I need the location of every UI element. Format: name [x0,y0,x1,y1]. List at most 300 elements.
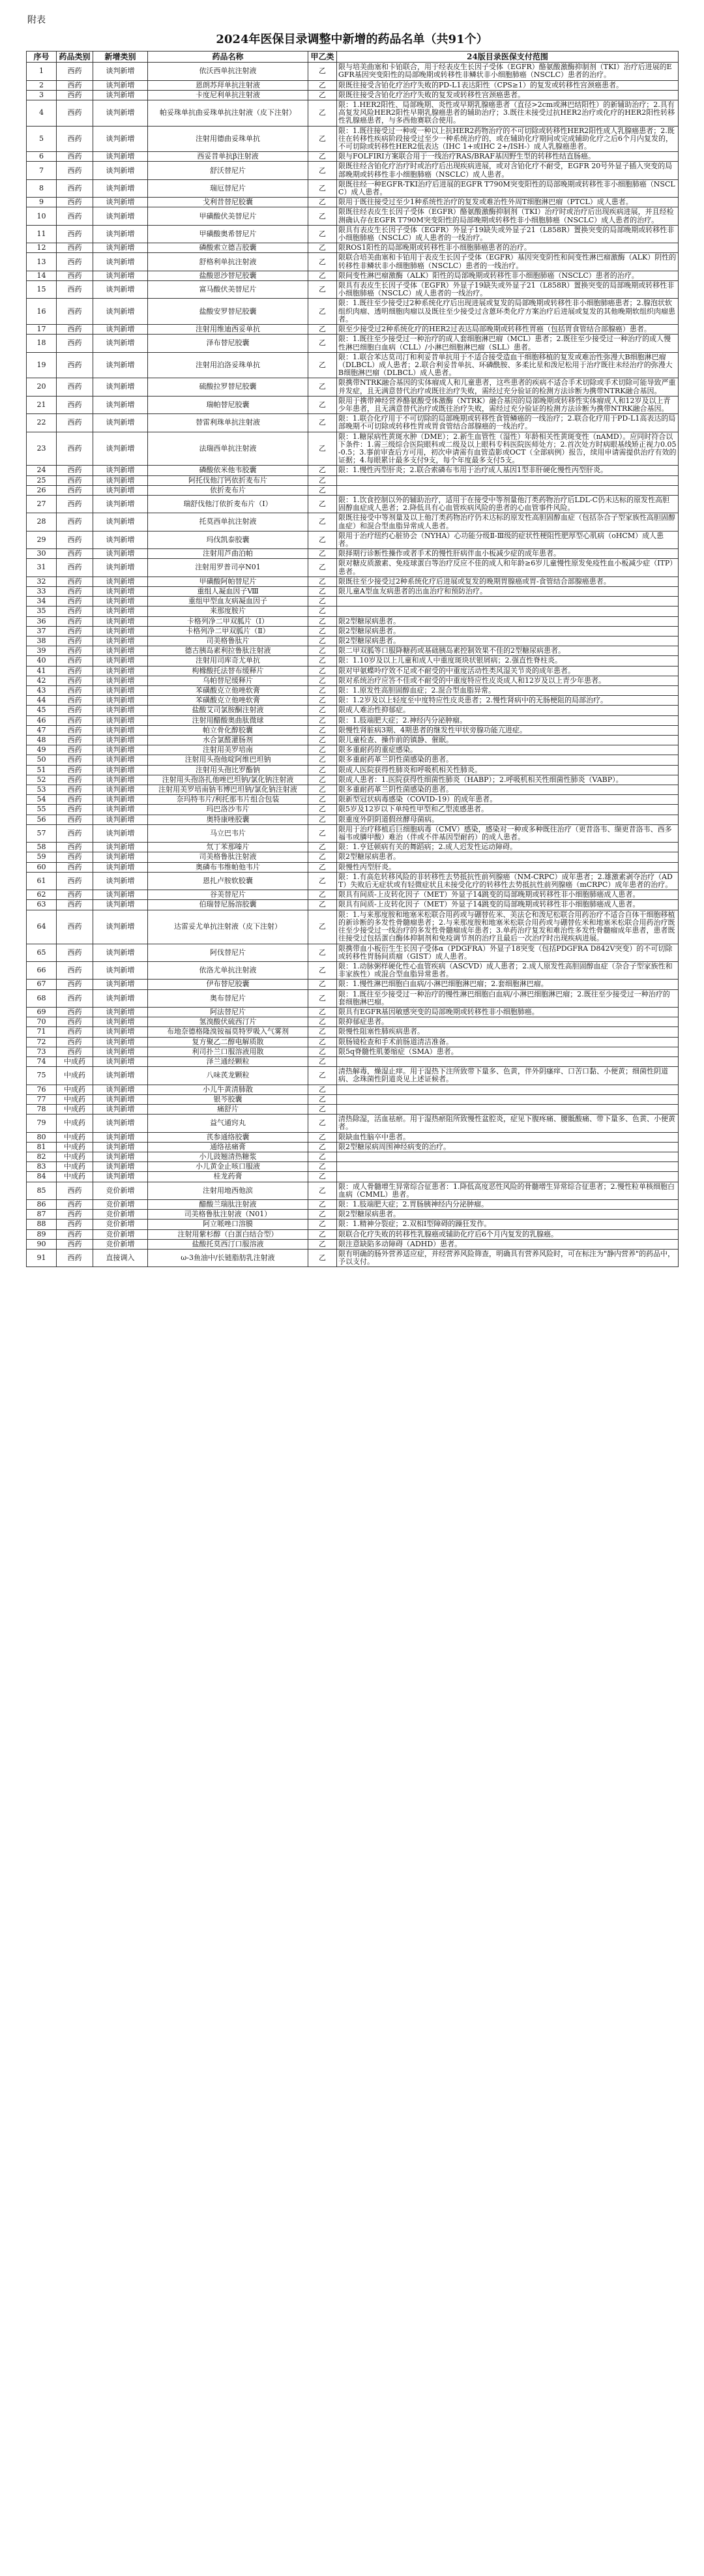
row-drug-type: 西药 [57,696,93,706]
row-payment-scope: 限既往经含铂化疗治疗时或治疗后出现疾病进展，或对含铂化疗不耐受，EGFR 20号外显子插入突变的局部晚期或转移性非小细胞肺癌（NSCLC）成人患者。 [337,162,679,179]
row-drug-name: 注射用芦曲泊帕 [148,549,308,559]
row-payment-scope [337,1152,679,1161]
row-new-category: 谈判新增 [93,862,148,872]
row-no: 79 [27,1115,57,1132]
table-row [27,531,679,548]
row-drug-name: 卡度尼利单抗注射液 [148,90,308,100]
row-payment-scope: 限：1.2岁及以上轻度至中度特应性皮炎患者；2.慢性肾病中的无肠梗阻的局部治疗。 [337,696,679,706]
drug-list-table [26,51,679,1267]
table-row [27,944,679,961]
row-drug-name: 硫酸拉罗替尼胶囊 [148,378,308,396]
row-payment-scope: 限：成人骨髓增生异常综合征患者：1.降低高度恶性风险的骨髓增生异常综合征患者；2.慢性粒单核细胞白血病（CMML）患者。 [337,1182,679,1199]
row-drug-type: 西药 [57,207,93,225]
row-drug-type: 西药 [57,432,93,466]
row-new-category: 谈判新增 [93,676,148,685]
row-class: 乙 [308,152,337,162]
row-payment-scope: 限多重耐药革兰阴性菌感染的患者。 [337,755,679,765]
row-no: 28 [27,513,57,531]
row-payment-scope: 限儿童检查、操作前的镇静、催眠。 [337,736,679,745]
row-new-category: 谈判新增 [93,100,148,127]
row-class: 乙 [308,1067,337,1085]
row-payment-scope: 限二甲双胍等口服降糖药或基础胰岛素控制效果不佳的2型糖尿病患者。 [337,646,679,656]
row-payment-scope: 限既往接受含铂化疗治疗失败的复发或转移性宫颈癌患者。 [337,90,679,100]
row-payment-scope: 限：1.与来那度胺和地塞米松联合用药或与硼替佐米、美法仑和泼尼松联合用药治疗不适合自体干细胞移植的新诊断的多发性骨髓瘤患者；2.与来那度胺和地塞米松联合用药或与硼替佐米和地塞米松联合用药治疗既往至少接受过一线治疗的多发性骨髓瘤成年患者；3.单药治疗复发和难治性多发性骨髓瘤成年患者，患者既往接受过包括蛋白酶体抑制剂和免疫调节剂的治疗且最后一次治疗时出现疾病进展。 [337,910,679,944]
row-drug-name: 注射用头孢洛扎他唑巴坦钠/氯化钠注射液 [148,775,308,785]
row-drug-name: 富马酸伏美替尼片 [148,281,308,299]
row-class: 乙 [308,765,337,775]
row-new-category: 谈判新增 [93,253,148,271]
row-no: 21 [27,396,57,413]
row-new-category: 谈判新增 [93,198,148,207]
table-row [27,100,679,127]
table-row [27,325,679,335]
row-payment-scope [337,1104,679,1114]
row-new-category: 谈判新增 [93,325,148,335]
row-no: 32 [27,577,57,586]
row-no: 56 [27,815,57,824]
row-new-category: 谈判新增 [93,549,148,559]
table-row [27,586,679,596]
row-new-category: 谈判新增 [93,745,148,755]
row-class: 乙 [308,1037,337,1047]
row-new-category: 谈判新增 [93,785,148,795]
row-new-category: 谈判新增 [93,980,148,989]
row-new-category: 竞价新增 [93,1239,148,1249]
row-class: 乙 [308,775,337,785]
row-no: 45 [27,706,57,715]
row-drug-type: 西药 [57,725,93,735]
row-drug-name: 重组人凝血因子Ⅷ [148,586,308,596]
row-drug-type: 西药 [57,795,93,805]
row-drug-type: 西药 [57,715,93,725]
row-no: 13 [27,253,57,271]
row-class: 乙 [308,637,337,646]
row-no: 42 [27,676,57,685]
row-no: 35 [27,607,57,616]
row-payment-scope [337,1162,679,1172]
row-drug-name: 利司扑兰口服溶液用散 [148,1047,308,1056]
row-new-category: 谈判新增 [93,1037,148,1047]
row-class: 乙 [308,243,337,253]
table-row [27,1152,679,1161]
row-new-category: 谈判新增 [93,989,148,1007]
table-row [27,646,679,656]
row-class: 乙 [308,597,337,607]
header-new-category: 新增类别 [93,52,148,63]
row-new-category: 谈判新增 [93,597,148,607]
row-drug-type: 西药 [57,485,93,495]
row-class: 乙 [308,626,337,636]
row-new-category: 谈判新增 [93,1017,148,1027]
row-payment-scope [337,475,679,485]
row-no: 48 [27,736,57,745]
table-row [27,198,679,207]
row-no: 24 [27,466,57,475]
row-no: 20 [27,378,57,396]
row-drug-name: 盐酸安罗替尼胶囊 [148,299,308,325]
row-drug-type: 西药 [57,944,93,961]
table-row [27,253,679,271]
table-row [27,396,679,413]
row-no: 52 [27,775,57,785]
table-row [27,1132,679,1142]
row-class: 乙 [308,1027,337,1037]
row-drug-type: 西药 [57,890,93,900]
row-payment-scope: 限联合化疗失败的转移性乳腺癌或辅助化疗后6个月内复发的乳腺癌。 [337,1229,679,1239]
table-row [27,900,679,910]
row-drug-name: 注射用头孢比罗酯钠 [148,765,308,775]
row-class: 乙 [308,179,337,197]
row-drug-name: 奥布替尼片 [148,989,308,1007]
row-drug-type: 西药 [57,90,93,100]
row-class: 乙 [308,1007,337,1017]
row-payment-scope: 限对糖皮质激素、免疫球蛋白等治疗反应不佳的成人和年龄≥6岁儿童慢性原发免疫性血小板减少症（ITP）患者。 [337,559,679,577]
row-no: 27 [27,495,57,513]
row-new-category: 谈判新增 [93,513,148,531]
row-drug-type: 西药 [57,900,93,910]
table-row [27,1182,679,1199]
table-row [27,1199,679,1209]
row-no: 8 [27,179,57,197]
row-drug-name: 磷酸索立德吉胶囊 [148,243,308,253]
table-row [27,1007,679,1017]
row-drug-name: 甲磺酸阿帕替尼片 [148,577,308,586]
row-no: 31 [27,559,57,577]
row-payment-scope: 限具有表皮生长因子受体（EGFR）外显子19缺失或外显子21（L858R）置换突变的局部晚期或转移性非小细胞肺癌（NSCLC）成人患者的一线治疗。 [337,225,679,243]
row-drug-type: 西药 [57,765,93,775]
table-row [27,980,679,989]
row-no: 75 [27,1067,57,1085]
row-new-category: 谈判新增 [93,531,148,548]
row-new-category: 直接调入 [93,1250,148,1267]
table-row [27,243,679,253]
row-drug-name: 八味芪龙颗粒 [148,1067,308,1085]
row-class: 乙 [308,559,337,577]
table-row [27,666,679,676]
row-new-category: 谈判新增 [93,299,148,325]
row-new-category: 谈判新增 [93,559,148,577]
row-drug-name: 注射用地西他滨 [148,1182,308,1199]
row-class: 乙 [308,944,337,961]
row-new-category: 谈判新增 [93,607,148,616]
row-payment-scope: 限2型糖尿病患者。 [337,616,679,626]
row-drug-name: 益气通窍丸 [148,1115,308,1132]
row-no: 22 [27,414,57,432]
row-class: 乙 [308,1094,337,1104]
row-no: 77 [27,1094,57,1104]
row-drug-name: 瑞厄替尼片 [148,179,308,197]
row-drug-type: 西药 [57,162,93,179]
row-payment-scope: 限儿童A型血友病患者的出血治疗和预防治疗。 [337,586,679,596]
row-new-category: 谈判新增 [93,1172,148,1182]
row-payment-scope: 限2型糖尿病患者。 [337,1210,679,1220]
table-row [27,736,679,745]
row-class: 乙 [308,352,337,378]
row-drug-name: 托莫西单抗注射液 [148,513,308,531]
table-row [27,616,679,626]
row-payment-scope: 限：1.有高危转移风险的非转移性去势抵抗性前列腺癌（NM-CRPC）成年患者；2.雄激素剥夺治疗（ADT）失败后无症状或有轻微症状且未接受化疗的转移性去势抵抗性前列腺癌（mCRPC）成年患者的治疗。 [337,872,679,890]
row-drug-name: 盐酸托莫西汀口服溶液 [148,1239,308,1249]
row-no: 5 [27,126,57,152]
row-no: 70 [27,1017,57,1027]
table-row [27,1239,679,1249]
row-drug-name: 替雷利珠单抗注射液 [148,414,308,432]
row-drug-type: 西药 [57,1027,93,1037]
row-drug-type: 西药 [57,152,93,162]
row-drug-name: 舒沃替尼片 [148,162,308,179]
row-drug-name: 谷美替尼片 [148,890,308,900]
row-drug-type: 西药 [57,126,93,152]
row-class: 乙 [308,706,337,715]
row-no: 62 [27,890,57,900]
row-no: 10 [27,207,57,225]
row-new-category: 谈判新增 [93,824,148,842]
table-row [27,485,679,495]
row-payment-scope: 限有明确的肠外营养适应症，并经营养风险筛查，明确具有营养风险时，可在标注为"静内营养"的药品中，予以支付。 [337,1250,679,1267]
header-drug-name: 药品名称 [148,52,308,63]
row-class: 乙 [308,63,337,80]
row-drug-type: 西药 [57,1210,93,1220]
row-no: 39 [27,646,57,656]
row-payment-scope: 限2型糖尿病患者。 [337,852,679,862]
row-class: 乙 [308,495,337,513]
row-payment-scope: 限多重耐药的重症感染。 [337,745,679,755]
row-class: 乙 [308,198,337,207]
row-drug-type: 西药 [57,586,93,596]
row-drug-type: 中成药 [57,1162,93,1172]
row-drug-type: 西药 [57,910,93,944]
row-drug-name: 奥磷布韦维帕他韦片 [148,862,308,872]
row-new-category: 谈判新增 [93,1162,148,1172]
table-row [27,549,679,559]
row-new-category: 谈判新增 [93,271,148,280]
row-drug-name: 注射用司库奇尤单抗 [148,656,308,666]
row-drug-type: 中成药 [57,1085,93,1094]
table-row [27,63,679,80]
row-new-category: 谈判新增 [93,126,148,152]
row-drug-type: 西药 [57,843,93,852]
row-drug-name: 帕立骨化醇胶囊 [148,725,308,735]
header-no: 序号 [27,52,57,63]
row-new-category: 谈判新增 [93,432,148,466]
row-no: 25 [27,475,57,485]
row-drug-type: 西药 [57,745,93,755]
row-no: 74 [27,1056,57,1066]
row-drug-name: 恩朗苏拜单抗注射液 [148,80,308,90]
row-class: 乙 [308,207,337,225]
row-class: 乙 [308,900,337,910]
table-row [27,495,679,513]
row-drug-name: 达雷妥尤单抗注射液（皮下注射） [148,910,308,944]
row-drug-type: 西药 [57,414,93,432]
row-new-category: 谈判新增 [93,80,148,90]
row-no: 66 [27,961,57,979]
row-no: 38 [27,637,57,646]
row-drug-type: 西药 [57,198,93,207]
row-drug-type: 西药 [57,531,93,548]
row-drug-type: 西药 [57,577,93,586]
row-new-category: 竞价新增 [93,1229,148,1239]
row-payment-scope: 限具有表皮生长因子受体（EGFR）外显子19缺失或外显子21（L858R）置换突变的局部晚期或转移性非小细胞肺癌（NSCLC）成人患者的一线治疗。 [337,281,679,299]
row-payment-scope: 限：1.既往至少接受过一种治疗的成人套细胞淋巴瘤（MCL）患者；2.既往至少接受过一种治疗的成人慢性淋巴细胞白血病（CLL）/小淋巴细胞淋巴瘤（SLL）患者。 [337,335,679,352]
row-no: 72 [27,1037,57,1047]
row-new-category: 谈判新增 [93,715,148,725]
row-drug-name: 注射用美罗培南钠韦博巴坦钠/氯化钠注射液 [148,785,308,795]
row-drug-name: 注射用紫杉醇（白蛋白结合型） [148,1229,308,1239]
row-class: 乙 [308,80,337,90]
row-drug-type: 西药 [57,1239,93,1249]
row-payment-scope: 限用于治疗移植后巨细胞病毒（CMV）感染，感染对一种或多种既往治疗（更昔洛韦、缬更昔洛韦、西多福韦或膦甲酸）难治（伴或不伴基因型耐药）的成人患者。 [337,824,679,842]
row-class: 乙 [308,513,337,531]
row-drug-name: 阿法替尼片 [148,1007,308,1017]
table-row [27,1017,679,1027]
row-class: 乙 [308,577,337,586]
header-payment-scope: 24版目录医保支付范围 [337,52,679,63]
row-drug-name: 阿伐替尼片 [148,944,308,961]
row-drug-type: 西药 [57,225,93,243]
row-class: 乙 [308,100,337,127]
row-payment-scope: 限：1.糖尿病性黄斑水肿（DME）；2.新生血管性（湿性）年龄相关性黄斑变性（nAMD）。应同时符合以下条件：1.需三级综合医院眼科或二级及以上眼科专科医院医师处方；2.首次处方时病眼基线矫正视力0.05-0.5；3.事前审查后方可用，初次申请需有血管造影或OCT（全部病例）报告，续用申请需提供治疗有效的证据；4.每眼累计最多支付9支，每个年度最多支付5支。 [337,432,679,466]
row-drug-type: 中成药 [57,1067,93,1085]
table-row [27,432,679,466]
row-class: 乙 [308,910,337,944]
table-row [27,805,679,815]
row-no: 11 [27,225,57,243]
row-drug-type: 西药 [57,335,93,352]
row-new-category: 谈判新增 [93,1056,148,1066]
row-drug-type: 西药 [57,656,93,666]
row-drug-name: 甲磺酸奥希替尼片 [148,225,308,243]
row-drug-name: 注射用泊洛妥珠单抗 [148,352,308,378]
row-payment-scope: 限：1.HER2阳性、局部晚期、炎性或早期乳腺癌患者（直径>2cm或淋巴结阳性）的新辅助治疗；2.具有高复发风险HER2阳性早期乳腺癌患者的辅助治疗；3.既往未接受过抗HER2治疗或化疗的HER2阳性转移性乳腺癌患者，与多西他赛联合使用。 [337,100,679,127]
row-new-category: 谈判新增 [93,378,148,396]
row-no: 47 [27,725,57,735]
row-payment-scope [337,597,679,607]
row-no: 50 [27,755,57,765]
row-class: 乙 [308,90,337,100]
row-class: 乙 [308,686,337,696]
row-new-category: 竞价新增 [93,1199,148,1209]
table-row [27,466,679,475]
row-payment-scope: 限成人患者：1.医院获得性细菌性肺炎（HABP）；2.呼吸机相关性细菌性肺炎（VABP）。 [337,775,679,785]
row-no: 65 [27,944,57,961]
row-payment-scope: 限与FOLFIRI方案联合用于一线治疗RAS/BRAF基因野生型的转移性结直肠癌。 [337,152,679,162]
row-class: 乙 [308,890,337,900]
row-no: 67 [27,980,57,989]
row-new-category: 谈判新增 [93,900,148,910]
row-drug-name: 戈利昔替尼胶囊 [148,198,308,207]
row-no: 49 [27,745,57,755]
table-row [27,745,679,755]
row-payment-scope: 限：1.慢性淋巴细胞白血病/小淋巴细胞淋巴瘤；2.套细胞淋巴瘤。 [337,980,679,989]
row-drug-name: 恩扎卢胺软胶囊 [148,872,308,890]
row-new-category: 谈判新增 [93,1047,148,1056]
row-payment-scope: 限：1.肢端肥大症；2.神经内分泌肿瘤。 [337,715,679,725]
table-row [27,755,679,765]
table-row [27,152,679,162]
row-class: 乙 [308,475,337,485]
row-drug-type: 西药 [57,785,93,795]
row-class: 乙 [308,1172,337,1182]
row-class: 乙 [308,852,337,862]
row-drug-name: 通络祛痛膏 [148,1142,308,1152]
row-no: 89 [27,1229,57,1239]
row-drug-name: 法瑞西单抗注射液 [148,432,308,466]
row-class: 乙 [308,656,337,666]
row-new-category: 谈判新增 [93,281,148,299]
table-row [27,162,679,179]
row-new-category: 谈判新增 [93,686,148,696]
row-no: 26 [27,485,57,495]
row-new-category: 谈判新增 [93,90,148,100]
row-no: 29 [27,531,57,548]
table-row [27,765,679,775]
row-drug-type: 西药 [57,676,93,685]
table-row [27,1172,679,1182]
table-row [27,989,679,1007]
row-new-category: 谈判新增 [93,961,148,979]
row-new-category: 谈判新增 [93,243,148,253]
row-drug-name: 氢溴酸伏硫西汀片 [148,1017,308,1027]
row-no: 83 [27,1162,57,1172]
row-drug-name: 德古胰岛素利拉鲁肽注射液 [148,646,308,656]
row-drug-name: 瑞舒伐他汀依折麦布片（I） [148,495,308,513]
row-payment-scope: 限2型糖尿病周围神经病变的治疗。 [337,1142,679,1152]
row-new-category: 谈判新增 [93,495,148,513]
document-title: 2024年医保目录调整中新增的药品名单（共91个） [216,33,488,46]
row-drug-name: 司美格鲁肽注射液 [148,852,308,862]
row-new-category: 谈判新增 [93,586,148,596]
row-class: 乙 [308,1085,337,1094]
row-drug-name: 桂龙药膏 [148,1172,308,1182]
row-drug-name: 复方聚乙二醇电解质散 [148,1037,308,1047]
row-drug-type: 西药 [57,961,93,979]
row-payment-scope: 限缺血性脑卒中患者。 [337,1132,679,1142]
row-drug-name: 玛伐凯泰胶囊 [148,531,308,548]
row-payment-scope: 限慢性肾脏病3期、4期患者的继发性甲状旁腺功能亢进症。 [337,725,679,735]
row-class: 乙 [308,225,337,243]
row-class: 乙 [308,1115,337,1132]
row-class: 乙 [308,805,337,815]
row-payment-scope: 限至少接受过2种系统化疗的HER2过表达局部晚期或转移性胃癌（包括胃食管结合部腺癌）患者。 [337,325,679,335]
row-new-category: 谈判新增 [93,396,148,413]
row-drug-type: 西药 [57,243,93,253]
row-payment-scope: 限多重耐药革兰阴性菌感染的患者。 [337,785,679,795]
row-drug-name: 注射用德曲妥珠单抗 [148,126,308,152]
row-drug-type: 西药 [57,815,93,824]
row-drug-type: 西药 [57,597,93,607]
table-row [27,862,679,872]
row-payment-scope: 限：1.联合化疗用于不可切除的局部晚期或转移性食管鳞癌的一线治疗；2.联合化疗用于PD-L1高表达的局部晚期不可切除或转移性胃或胃食管结合部腺癌的一线治疗。 [337,414,679,432]
row-payment-scope: 限：1.肢端肥大症；2.胃肠胰神经内分泌肿瘤。 [337,1199,679,1209]
row-payment-scope: 限2型糖尿病患者。 [337,626,679,636]
row-drug-name: 奈玛特韦片/利托那韦片组合包装 [148,795,308,805]
row-class: 乙 [308,126,337,152]
row-drug-type: 西药 [57,271,93,280]
row-no: 51 [27,765,57,775]
row-drug-type: 西药 [57,607,93,616]
table-row [27,1115,679,1132]
row-no: 6 [27,152,57,162]
row-drug-name: 甲磺酸伏美替尼片 [148,207,308,225]
row-class: 乙 [308,378,337,396]
row-payment-scope: 限：1.慢性丙型肝炎；2.联合索磷布韦用于治疗成人基因1型非肝硬化慢性丙型肝炎。 [337,466,679,475]
row-payment-scope: 限慢性阻塞性肺疾病患者。 [337,1027,679,1037]
row-no: 54 [27,795,57,805]
row-payment-scope: 限具有EGFR基因敏感突变的局部晚期或转移性非小细胞肺癌。 [337,1007,679,1017]
row-drug-type: 中成药 [57,1056,93,1066]
row-no: 86 [27,1199,57,1209]
